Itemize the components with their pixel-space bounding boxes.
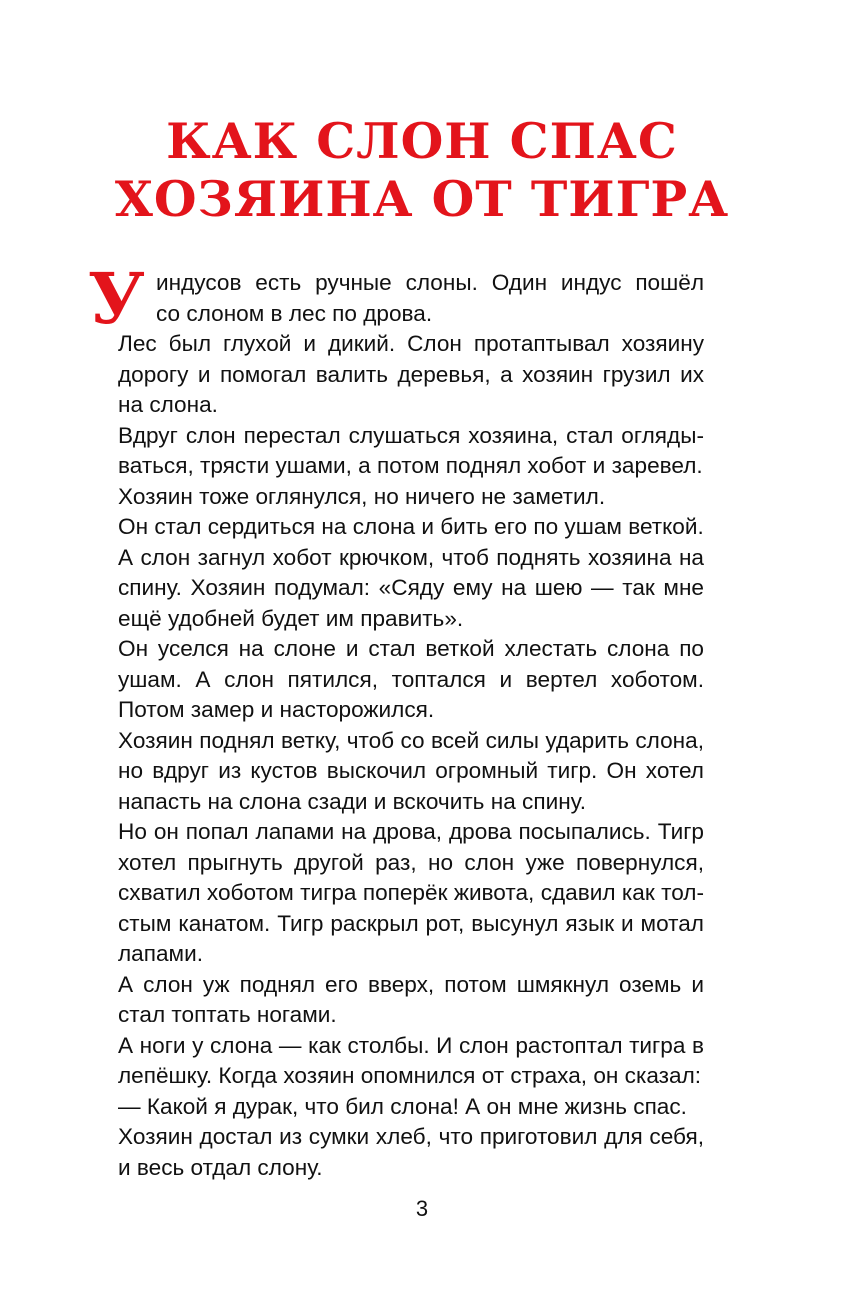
- drop-cap-letter: У: [88, 257, 145, 340]
- paragraph: А слон загнул хобот крючком, чтоб поднять хозяина на спину. Хозяин подумал: «Сяду ему на шею — так мне ещё удобней будет им править».: [118, 544, 704, 631]
- story-title: [0, 112, 844, 228]
- paragraph: Но он попал лапами на дрова, дрова посыпались. Тигр хотел прыгнуть другой раз, но слон уже повернулся, схватил хоботом тигра поперёк живота, сдавил как толстым канатом. Тигр раскрыл рот, высунул язык и мотал лапами.: [118, 819, 704, 966]
- paragraph: Хозяин поднял ветку, чтоб со всей силы ударить слона, но вдруг из кустов выскочил огромный тигр. Он хотел напасть на слона сзади и вскочить на спину.: [118, 727, 704, 814]
- story-text: [88, 257, 704, 1183]
- opening-line-1: индусов есть ручные слоны. Один индус пошёл: [156, 270, 704, 295]
- paragraph: А ноги у слона — как столбы. И слон растоптал тигра в лепёшку. Когда хозяин опомнился от страха, он сказал:: [118, 1032, 704, 1088]
- paragraph: Он уселся на слоне и стал веткой хлестать слона по ушам. А слон пятился, топтался и вертел хоботом. Потом замер и насторожился.: [118, 636, 704, 722]
- paragraph: А слон уж поднял его вверх, потом шмякнул оземь и стал топтать ногами.: [118, 971, 704, 1027]
- paragraph: Он стал сердиться на слона и бить его по ушам веткой.: [118, 514, 704, 539]
- paragraph: Хозяин тоже оглянулся, но ничего не заметил.: [118, 483, 606, 509]
- story-title-line-1: КАК СЛОН СПАС: [166, 112, 678, 170]
- paragraph: Лес был глухой и дикий. Слон протаптывал хозяину дорогу и помогал валить деревья, а хозяин грузил их на слона.: [118, 331, 704, 417]
- paragraph: Вдруг слон перестал слушаться хозяина, стал оглядываться, трясти ушами, а потом поднял хобот и заревел.: [118, 422, 704, 478]
- paragraph-opening: [88, 257, 704, 340]
- paragraph: Хозяин достал из сумки хлеб, что приготовил для себя, и весь отдал слону.: [118, 1124, 704, 1180]
- paragraph: — Какой я дурак, что бил слона! А он мне жизнь спас.: [118, 1093, 687, 1119]
- page-number: 3: [415, 1196, 429, 1221]
- story-title-line-2: ХОЗЯИНА ОТ ТИГРА: [114, 170, 730, 228]
- opening-line-2: со слоном в лес по дрова.: [156, 300, 433, 326]
